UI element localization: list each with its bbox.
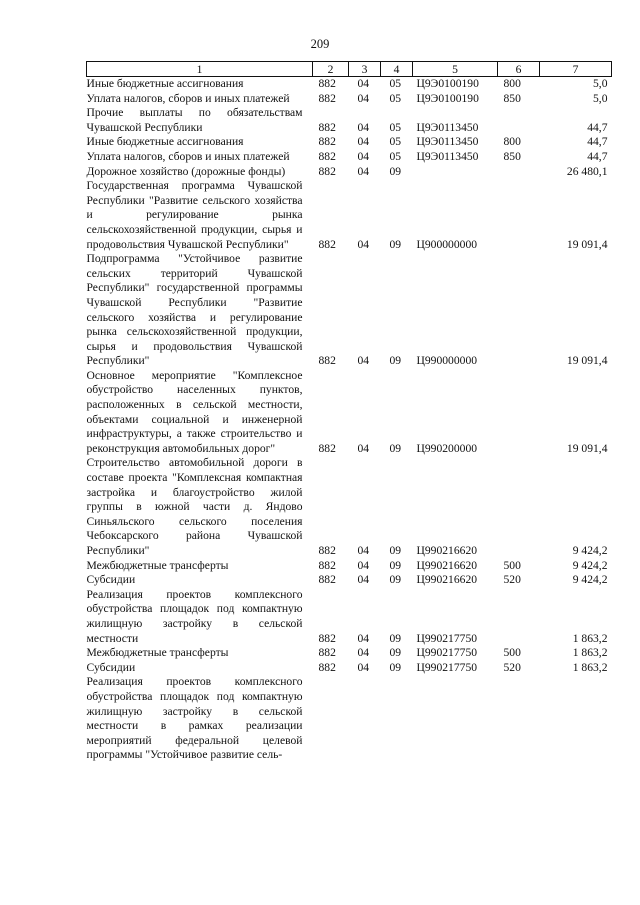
table-row: [87, 456, 612, 558]
row-admin-code-cell: 882: [318, 631, 336, 645]
row-admin-code-cell: 882: [318, 149, 336, 163]
row-admin-code-cell: 882: [318, 544, 336, 557]
row-admin-code-cell: 882: [318, 558, 336, 572]
row-section-cell: 04: [357, 660, 370, 674]
table-row: [87, 92, 612, 107]
row-expense-type-cell: 520: [503, 573, 521, 587]
row-amount-cell: 1 863,2: [572, 646, 608, 660]
row-amount-cell: 5,0: [593, 77, 608, 90]
row-admin-code-cell: 882: [318, 77, 336, 90]
row-expense-type-cell: 800: [503, 135, 521, 149]
table-row: [87, 559, 612, 574]
row-name-cell: Реализация проектов комплексного обустройства площадок под компактную жилищную застройку в сельской местности: [86, 587, 303, 645]
row-admin-code-cell: 882: [318, 646, 336, 660]
row-expense-type-cell: [498, 165, 540, 180]
row-amount-cell: 9 424,2: [572, 544, 608, 557]
row-section-cell: 04: [357, 354, 370, 368]
row-amount-cell: 1 863,2: [572, 660, 608, 674]
row-target-article-cell: Ц900000000: [416, 237, 478, 251]
table-row: [87, 165, 612, 180]
table-row: [87, 179, 612, 252]
row-section-cell: [349, 675, 381, 763]
row-admin-code-cell: 882: [318, 354, 336, 368]
row-amount-cell: 5,0: [593, 91, 608, 105]
row-section-cell: 04: [357, 77, 370, 90]
row-section-cell: 04: [357, 120, 370, 134]
row-subsection-cell: 09: [389, 573, 402, 587]
table-row: [87, 106, 612, 135]
table-row: [87, 135, 612, 150]
row-expense-type-cell: 520: [503, 660, 521, 674]
row-name-cell: Прочие выплаты по обязательствам Чувашской Республики: [86, 106, 303, 134]
row-expense-type-cell: 850: [503, 149, 521, 163]
row-expense-type-cell: [498, 179, 540, 252]
row-target-article-cell: Ц9Э0100190: [416, 77, 479, 90]
row-subsection-cell: 09: [389, 164, 402, 178]
row-section-cell: 04: [357, 646, 370, 660]
row-name-cell: Иные бюджетные ассигнования: [86, 135, 244, 149]
table-row: [87, 675, 612, 763]
row-subsection-cell: 09: [389, 631, 402, 645]
column-header: 7: [540, 62, 612, 77]
page-number: 209: [310, 37, 330, 51]
row-target-article-cell: Ц990216620: [416, 573, 478, 587]
row-target-article-cell: Ц990216620: [416, 544, 478, 557]
row-subsection-cell: 09: [389, 544, 402, 557]
row-amount-cell: 44,7: [587, 135, 608, 149]
row-subsection-cell: 05: [389, 149, 402, 163]
row-name-cell: Строительство автомобильной дороги в составе проекта "Комплексная компактная застройка и благоустройство жилой группы в южной части д. Яндово Синьяльского сельского поселения Чебоксарского района Чувашской Республики": [86, 456, 303, 557]
row-amount-cell: 44,7: [587, 149, 608, 163]
row-subsection-cell: 05: [389, 91, 402, 105]
row-subsection-cell: 05: [389, 135, 402, 149]
table-row: [87, 573, 612, 588]
row-target-article-cell: Ц990216620: [416, 558, 478, 572]
row-section-cell: 04: [357, 149, 370, 163]
row-target-article-cell: Ц9Э0113450: [416, 149, 479, 163]
row-expense-type-cell: [498, 252, 540, 369]
row-name-cell: Дорожное хозяйство (дорожные фонды): [86, 164, 286, 178]
row-expense-type-cell: 500: [503, 558, 521, 572]
row-subsection-cell: [381, 675, 413, 763]
row-section-cell: 04: [357, 544, 370, 557]
row-name-cell: Субсидии: [86, 660, 136, 674]
row-target-article-cell: [413, 165, 498, 180]
row-expense-type-cell: [498, 456, 540, 558]
row-section-cell: 04: [357, 631, 370, 645]
row-subsection-cell: 09: [389, 237, 402, 251]
row-section-cell: 04: [357, 558, 370, 572]
row-expense-type-cell: 500: [503, 646, 521, 660]
row-expense-type-cell: [498, 369, 540, 457]
row-section-cell: 04: [357, 441, 370, 455]
row-target-article-cell: [413, 675, 498, 763]
row-name-cell: Уплата налогов, сборов и иных платежей: [86, 91, 290, 105]
row-amount-cell: 19 091,4: [566, 237, 608, 251]
row-amount-cell: 19 091,4: [566, 441, 608, 455]
row-admin-code-cell: [313, 675, 349, 763]
table-row: [87, 150, 612, 165]
row-section-cell: 04: [357, 164, 370, 178]
row-subsection-cell: 09: [389, 558, 402, 572]
row-target-article-cell: Ц990217750: [416, 646, 478, 660]
row-target-article-cell: Ц990000000: [416, 354, 478, 368]
row-expense-type-cell: [498, 675, 540, 763]
row-subsection-cell: 05: [389, 120, 402, 134]
row-admin-code-cell: 882: [318, 135, 336, 149]
table-row: [87, 646, 612, 661]
row-subsection-cell: 09: [389, 646, 402, 660]
table-row: [87, 252, 612, 369]
row-admin-code-cell: 882: [318, 660, 336, 674]
row-amount-cell: 9 424,2: [572, 573, 608, 587]
row-expense-type-cell: 800: [503, 77, 521, 90]
table-body: [87, 77, 612, 763]
row-name-cell: Основное мероприятие "Комплексное обустройство населенных пунктов, расположенных в сельской местности, объектами социальной и инженерной инфраструктуры, а также строительство и реконструкция автомобильных дорог": [86, 368, 303, 455]
row-amount-cell: 19 091,4: [566, 354, 608, 368]
row-name-cell: Иные бюджетные ассигнования: [86, 77, 244, 90]
row-subsection-cell: 05: [389, 77, 402, 90]
row-admin-code-cell: 882: [318, 120, 336, 134]
column-header: 2: [313, 62, 349, 77]
row-target-article-cell: Ц990200000: [416, 441, 478, 455]
row-name-cell: Межбюджетные трансферты: [86, 646, 229, 660]
row-admin-code-cell: 882: [318, 573, 336, 587]
row-admin-code-cell: 882: [318, 164, 336, 178]
row-name-cell: Субсидии: [86, 573, 136, 587]
row-section-cell: 04: [357, 135, 370, 149]
row-subsection-cell: 09: [389, 660, 402, 674]
column-header: 4: [381, 62, 413, 77]
row-target-article-cell: Ц990217750: [416, 660, 478, 674]
row-section-cell: 04: [357, 91, 370, 105]
row-name-cell: Государственная программа Чувашской Республики "Развитие сельского хозяйства и регулирование рынка сельскохозяйственной продукции, сырья и продовольствия Чувашской Республики": [86, 179, 303, 251]
row-expense-type-cell: 850: [503, 91, 521, 105]
row-amount-cell: 26 480,1: [566, 164, 608, 178]
table-row: [87, 661, 612, 676]
row-admin-code-cell: 882: [318, 441, 336, 455]
table-row: [87, 588, 612, 646]
row-expense-type-cell: [498, 106, 540, 135]
row-amount-cell: 1 863,2: [572, 631, 608, 645]
row-section-cell: 04: [357, 573, 370, 587]
row-name-cell: Межбюджетные трансферты: [86, 558, 229, 572]
row-subsection-cell: 09: [389, 441, 402, 455]
row-admin-code-cell: 882: [318, 91, 336, 105]
row-amount-cell: [540, 675, 612, 763]
column-header: 6: [498, 62, 540, 77]
column-header: 1: [87, 62, 313, 77]
row-amount-cell: 44,7: [587, 120, 608, 134]
row-name-cell: Уплата налогов, сборов и иных платежей: [86, 149, 290, 163]
budget-table: [86, 61, 612, 763]
row-name-cell: Реализация проектов комплексного обустройства площадок под компактную жилищную застройку в сельской местности в рамках реализации мероприятий федеральной целевой программы "Устойчивое развитие сель-: [86, 675, 303, 762]
row-section-cell: 04: [357, 237, 370, 251]
row-target-article-cell: Ц9Э0113450: [416, 120, 479, 134]
row-amount-cell: 9 424,2: [572, 558, 608, 572]
row-expense-type-cell: [498, 588, 540, 646]
row-subsection-cell: 09: [389, 354, 402, 368]
column-header: 3: [349, 62, 381, 77]
row-admin-code-cell: 882: [318, 237, 336, 251]
row-name-cell: Подпрограмма "Устойчивое развитие сельских территорий Чувашской Республики" государственной программы Чувашской Республики "Развитие сельского хозяйства и регулирование рынка сельскохозяйственной продукции, сырья и продовольствия Чувашской Республики": [86, 252, 303, 368]
table-row: [87, 77, 612, 92]
row-target-article-cell: Ц9Э0113450: [416, 135, 479, 149]
column-header: 5: [413, 62, 498, 77]
row-target-article-cell: Ц990217750: [416, 631, 478, 645]
table-header-row: [87, 62, 612, 77]
row-target-article-cell: Ц9Э0100190: [416, 91, 479, 105]
table-row: [87, 369, 612, 457]
